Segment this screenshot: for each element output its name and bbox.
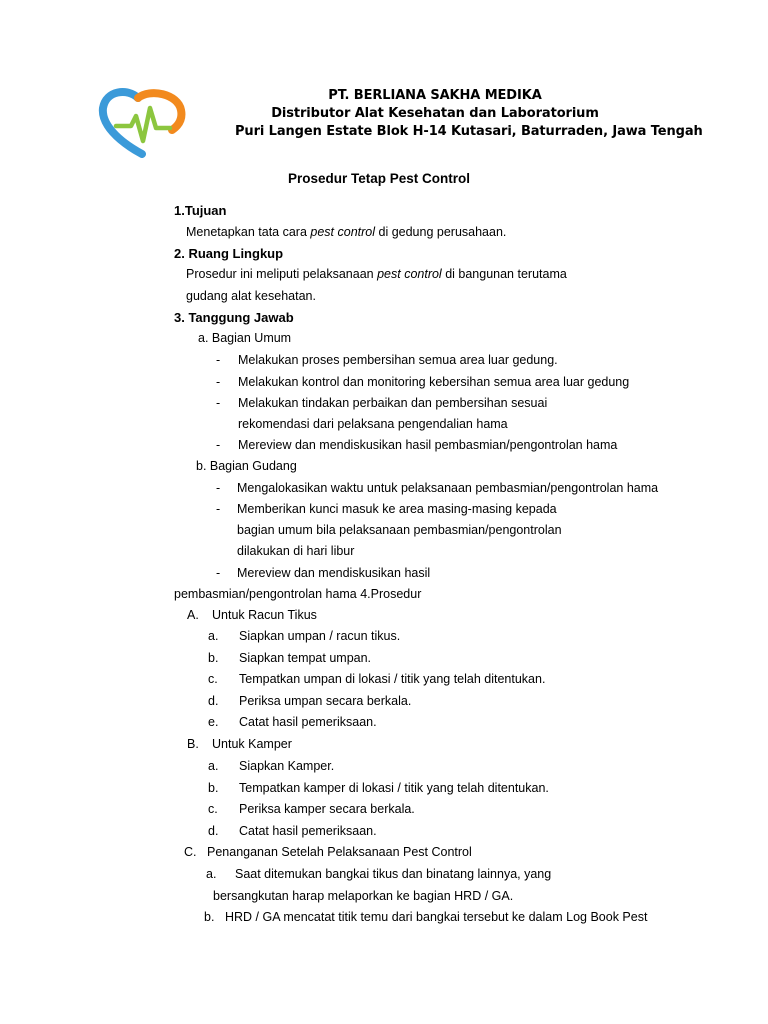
section-ruang-lingkup-text-2: gudang alat kesehatan.: [186, 289, 316, 303]
list-item-marker: c.: [208, 802, 218, 816]
section-c-marker: C.: [184, 845, 197, 859]
section-tujuan-text: Menetapkan tata cara pest control di gedung perusahaan.: [186, 225, 507, 239]
dash-bullet: -: [216, 481, 221, 495]
list-item-continued: pembasmian/pengontrolan hama 4.Prosedur: [174, 587, 422, 601]
document-title: Prosedur Tetap Pest Control: [288, 171, 471, 186]
section-b-title: Untuk Kamper: [212, 737, 292, 751]
list-item: Periksa kamper secara berkala.: [239, 802, 415, 816]
dash-bullet: -: [216, 375, 221, 389]
company-name: PT. BERLIANA SAKHA MEDIKA: [328, 88, 542, 103]
list-item: Siapkan umpan / racun tikus.: [239, 629, 401, 643]
list-item-marker: a.: [208, 629, 219, 643]
list-item: Memberikan kunci masuk ke area masing-masing kepada: [237, 502, 557, 516]
list-item: Catat hasil pemeriksaan.: [239, 823, 377, 838]
section-c-title: Penanganan Setelah Pelaksanaan Pest Control: [207, 845, 472, 859]
list-item-marker: e.: [208, 715, 219, 729]
section-c-item-b: HRD / GA mencatat titik temu dari bangkai tersebut ke dalam Log Book Pest: [225, 910, 648, 924]
company-address: Puri Langen Estate Blok H-14 Kutasari, Baturraden, Jawa Tengah: [235, 124, 703, 139]
list-item: Mengalokasikan waktu untuk pelaksanaan pembasmian/pengontrolan hama: [237, 481, 659, 495]
section-c-item-a-continued: bersangkutan harap melaporkan ke bagian HRD / GA.: [213, 889, 514, 903]
list-item-marker: b.: [208, 780, 219, 795]
list-item: Tempatkan umpan di lokasi / titik yang telah ditentukan.: [239, 672, 546, 686]
list-item-marker: d.: [208, 823, 219, 838]
dash-bullet: -: [216, 396, 221, 410]
section-c-item-a: Saat ditemukan bangkai tikus dan binatang lainnya, yang: [235, 867, 552, 881]
list-item: Catat hasil pemeriksaan.: [239, 715, 377, 729]
section-ruang-lingkup-text: Prosedur ini meliputi pelaksanaan pest control di bangunan terutama: [186, 267, 567, 281]
section-ruang-lingkup-heading: 2. Ruang Lingkup: [174, 246, 284, 261]
section-a-marker: A.: [187, 608, 199, 622]
section-c-item-b-marker: b.: [204, 910, 215, 924]
list-item-continued: bagian umum bila pelaksanaan pembasmian/pengontrolan: [237, 523, 562, 537]
dash-bullet: -: [216, 502, 221, 516]
section-tanggung-jawab-heading: 3. Tanggung Jawab: [174, 310, 294, 325]
list-item-marker: a.: [208, 759, 219, 773]
list-item-continued: dilakukan di hari libur: [237, 544, 355, 558]
list-item: Mereview dan mendiskusikan hasil pembasmian/pengontrolan hama: [238, 438, 618, 452]
list-item: Melakukan proses pembersihan semua area luar gedung.: [238, 353, 558, 367]
dash-bullet: -: [216, 566, 221, 580]
list-item: Melakukan kontrol dan monitoring kebersihan semua area luar gedung: [238, 375, 630, 389]
list-item: Siapkan tempat umpan.: [239, 650, 372, 665]
list-item-marker: c.: [208, 672, 218, 686]
list-item: Mereview dan mendiskusikan hasil: [237, 566, 431, 580]
list-item: Melakukan tindakan perbaikan dan pembersihan sesuai: [238, 396, 548, 410]
section-tujuan-heading: 1.Tujuan: [174, 203, 227, 218]
list-item: Siapkan Kamper.: [239, 759, 335, 773]
subsection-bagian-umum: a. Bagian Umum: [198, 331, 292, 345]
dash-bullet: -: [216, 353, 221, 367]
section-b-marker: B.: [187, 737, 199, 751]
section-c-item-a-marker: a.: [206, 867, 217, 881]
list-item-continued: rekomendasi dari pelaksana pengendalian hama: [238, 417, 508, 431]
company-logo: [98, 86, 186, 158]
list-item-marker: d.: [208, 693, 219, 708]
section-a-title: Untuk Racun Tikus: [212, 608, 317, 622]
logo-green-pulse-line: [116, 108, 170, 141]
subsection-bagian-gudang: b. Bagian Gudang: [196, 459, 297, 473]
dash-bullet: -: [216, 438, 221, 452]
list-item: Periksa umpan secara berkala.: [239, 693, 412, 708]
company-subtitle: Distributor Alat Kesehatan dan Laboratorium: [271, 106, 599, 121]
list-item: Tempatkan kamper di lokasi / titik yang telah ditentukan.: [239, 780, 549, 795]
list-item-marker: b.: [208, 650, 219, 665]
